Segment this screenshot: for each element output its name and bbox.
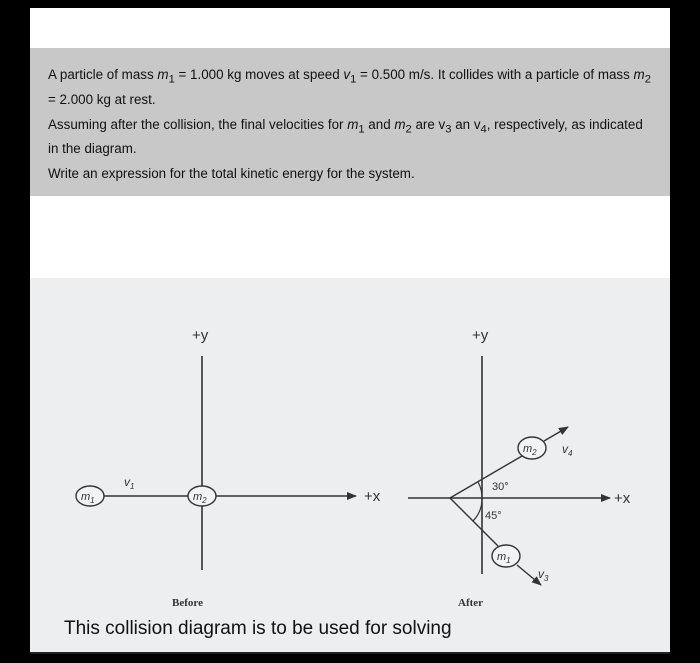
before-x-label: +x <box>364 488 381 505</box>
question-text: and <box>364 116 395 132</box>
question-text: are <box>411 116 439 132</box>
m2-trajectory <box>450 456 522 498</box>
v3-label: $v_3$ <box>538 567 549 583</box>
bottom-rule <box>30 652 670 654</box>
page <box>30 8 670 654</box>
m2-subscript: 2 <box>644 73 651 86</box>
angle-30-label: 30° <box>492 481 509 493</box>
m2-label: $m_2$ <box>193 491 207 505</box>
before-m2-particle <box>188 486 216 506</box>
m1-symbol: m <box>347 116 359 132</box>
after-m2-particle <box>518 437 546 459</box>
v3-symbol: v <box>438 116 446 132</box>
question-line-1 <box>48 65 652 109</box>
after-y-label: +y <box>472 327 489 344</box>
question-text: Assuming after the collision, the final velocities for <box>48 116 348 132</box>
after-x-label: +x <box>614 490 631 507</box>
v3-subscript: 3 <box>445 123 452 136</box>
m1-subscript: 1 <box>358 123 365 136</box>
question-text: A particle of mass <box>48 67 158 82</box>
diagram-photo <box>30 278 670 654</box>
angle-45-label: 45° <box>485 510 502 522</box>
m1-symbol: m <box>157 67 169 82</box>
m2-symbol: m <box>394 116 406 132</box>
before-diagram <box>76 327 381 609</box>
collision-diagram <box>30 278 670 654</box>
v4-label: $v_4$ <box>562 442 573 458</box>
v1-label: $v_1$ <box>124 475 135 491</box>
before-y-label: +y <box>192 327 209 344</box>
question-box <box>30 48 670 196</box>
m2-label: $m_2$ <box>523 443 537 457</box>
after-caption: After <box>458 597 484 609</box>
question-text: = 0.500 m/s. It collides with a particle of mass <box>356 67 634 82</box>
before-m1-particle <box>76 486 104 506</box>
before-caption: Before <box>172 597 203 609</box>
after-m1-particle <box>492 545 520 567</box>
after-diagram <box>408 327 631 609</box>
angle-arc-45 <box>473 498 482 521</box>
m1-label: $m_1$ <box>497 551 511 565</box>
question-text: = 2.000 kg at rest. <box>48 91 156 107</box>
m2-symbol: m <box>633 67 645 82</box>
v1-subscript: 1 <box>350 73 357 86</box>
question-line-2 <box>48 115 652 159</box>
question-text: an <box>451 116 474 132</box>
m1-trajectory <box>450 498 498 546</box>
m1-subscript: 1 <box>168 73 175 86</box>
v4-subscript: 4 <box>480 123 487 136</box>
m2-subscript: 2 <box>405 123 412 136</box>
question-text: = 1.000 kg moves at speed <box>174 67 344 82</box>
question-line-3: Write an expression for the total kinetic energy for the system. <box>48 166 415 182</box>
diagram-caption: This collision diagram is to be used for solving <box>64 618 452 639</box>
v4-arrow <box>544 427 568 441</box>
v4-symbol: v <box>473 116 481 132</box>
m1-label: $m_1$ <box>81 491 95 505</box>
v1-symbol: v <box>343 67 351 82</box>
question-text: , respectively, as indicated in the diagram. <box>48 116 643 157</box>
